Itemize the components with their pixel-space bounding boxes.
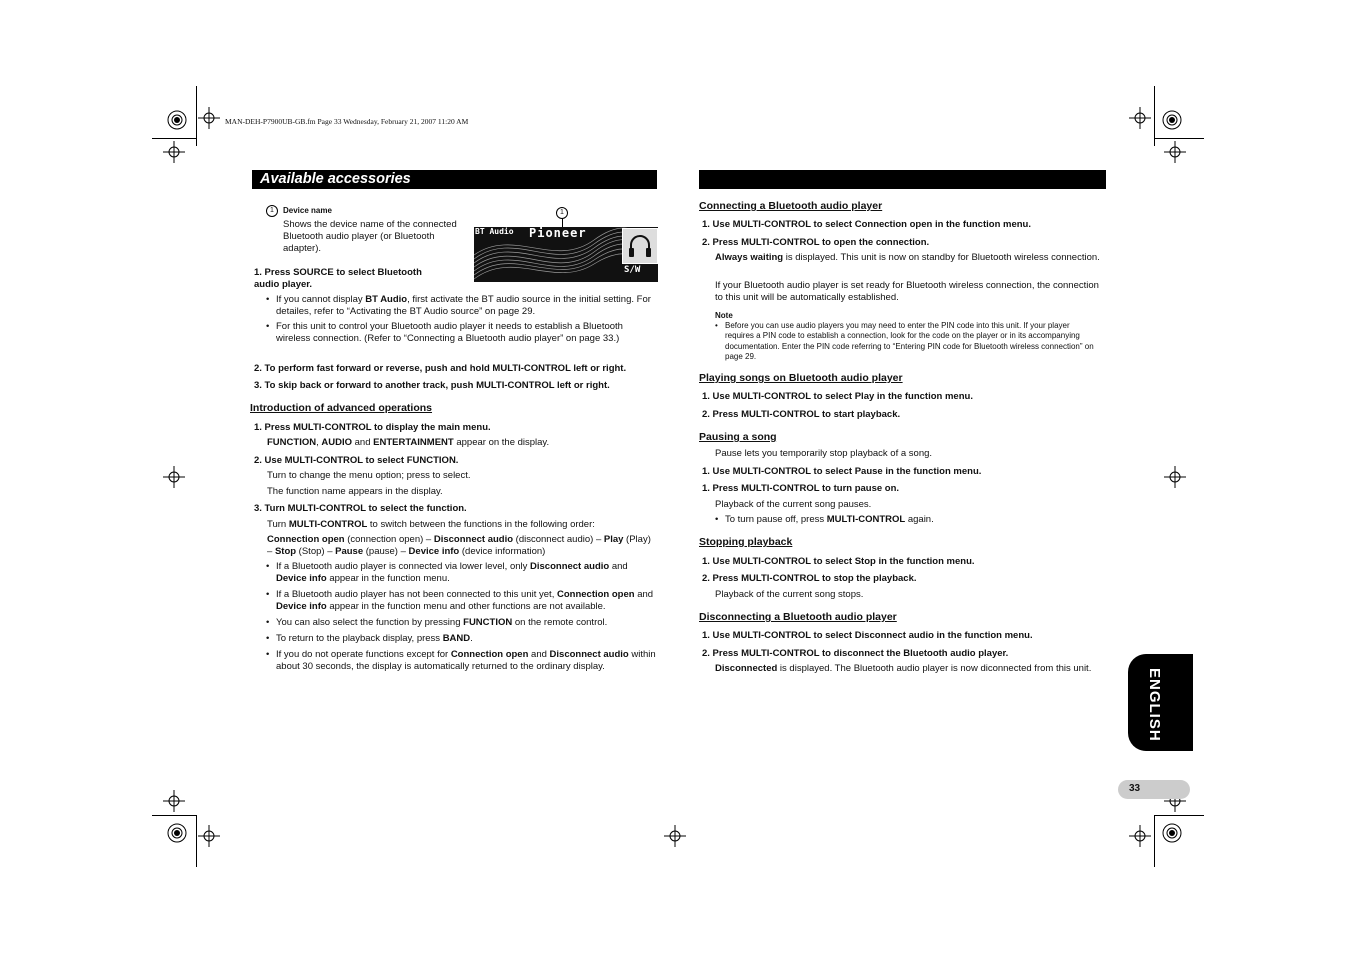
conn-heading: Connecting a Bluetooth audio player xyxy=(699,200,883,212)
note-list xyxy=(715,321,1095,362)
play-step-1: 1. Use MULTI-CONTROL to select Play in the function menu. xyxy=(702,391,973,402)
list-item: • For this unit to control your Bluetooth audio player it needs to establish a Bluetooth wireless connection. (Refer to “Connecting a Bluetooth audio player” on page 33.) xyxy=(266,321,656,345)
callout-marker-display: 1 xyxy=(556,207,568,219)
step-2: 2. To perform fast forward or reverse, push and hold MULTI-CONTROL left or right. xyxy=(254,363,627,374)
intro-step-3-desc: Turn MULTI-CONTROL to switch between the functions in the following order: xyxy=(267,519,595,530)
intro-step-2: 2. Use MULTI-CONTROL to select FUNCTION. xyxy=(254,455,459,466)
stop-step-2: 2. Press MULTI-CONTROL to stop the playback. xyxy=(702,573,917,584)
display-image xyxy=(474,227,658,282)
disc-desc: Disconnected is displayed. The Bluetooth audio player is now diconnected from this unit. xyxy=(715,663,1092,674)
conn-desc-2: If your Bluetooth audio player is set ready for Bluetooth wireless connection, the connection to this unit will be automatically established. xyxy=(715,280,1099,303)
play-heading: Playing songs on Bluetooth audio player xyxy=(699,372,903,384)
step-3: 3. To skip back or forward to another track, push MULTI-CONTROL left or right. xyxy=(254,380,610,391)
headphone-icon xyxy=(622,228,658,264)
step3-bullets xyxy=(266,561,656,673)
disc-step-1: 1. Use MULTI-CONTROL to select Disconnect audio in the function menu. xyxy=(702,630,1033,641)
intro-step-2-desc2: The function name appears in the display. xyxy=(267,486,443,497)
list-item: • To turn pause off, press MULTI-CONTROL again. xyxy=(715,514,1095,526)
list-item: • If a Bluetooth audio player is connected via lower level, only Disconnect audio and Device info appear in the function menu. xyxy=(266,561,656,585)
note-label: Note xyxy=(715,311,733,320)
page-number-tab xyxy=(1118,780,1190,799)
pause-bullets xyxy=(715,514,1095,526)
list-item: • If a Bluetooth audio player has not been connected to this unit yet, Connection open and Device info appear in the function menu and other functions are not available. xyxy=(266,589,656,613)
pause-step-1: 1. Use MULTI-CONTROL to select Pause in the function menu. xyxy=(702,466,982,477)
list-item: • If you do not operate functions except for Connection open and Disconnect audio within about 30 seconds, the display is automatically returned to the ordinary display. xyxy=(266,649,656,673)
display-source: BT Audio xyxy=(475,227,514,236)
language-label: ENGLISH xyxy=(1146,668,1163,742)
intro-step-2-desc1: Turn to change the menu option; press to select. xyxy=(267,470,471,481)
page-number: 33 xyxy=(1129,783,1141,794)
conn-step-1: 1. Use MULTI-CONTROL to select Connection open in the function menu. xyxy=(702,219,1031,230)
conn-step-2: 2. Press MULTI-CONTROL to open the connection. xyxy=(702,237,930,248)
section-title: Available accessories xyxy=(260,171,411,187)
language-tab xyxy=(1128,654,1193,751)
file-header: MAN-DEH-P7900UB-GB.fm Page 33 Wednesday, February 21, 2007 11:20 AM xyxy=(225,117,469,126)
right-title-bar xyxy=(699,170,1106,189)
display-device: Pioneer xyxy=(529,227,587,240)
function-order: Connection open (connection open) – Disconnect audio (disconnect audio) – Play (Play) – Stop (Stop) – Pause (pause) – Device info (device information) xyxy=(267,534,651,557)
stop-desc: Playback of the current song stops. xyxy=(715,589,864,600)
intro-heading: Introduction of advanced operations xyxy=(250,402,433,414)
intro-step-1-desc: FUNCTION, AUDIO and ENTERTAINMENT appear on the display. xyxy=(267,437,550,448)
disc-heading: Disconnecting a Bluetooth audio player xyxy=(699,611,897,623)
list-item: • You can also select the function by pressing FUNCTION on the remote control. xyxy=(266,617,656,629)
intro-step-1: 1. Press MULTI-CONTROL to display the main menu. xyxy=(254,422,491,433)
pause-heading: Pausing a song xyxy=(699,431,777,443)
pause-step-2: 1. Press MULTI-CONTROL to turn pause on. xyxy=(702,483,900,494)
pause-desc-2: Playback of the current song pauses. xyxy=(715,499,872,510)
play-step-2: 2. Press MULTI-CONTROL to start playback. xyxy=(702,409,901,420)
stop-heading: Stopping playback xyxy=(699,536,793,548)
step1-bullets xyxy=(266,294,656,345)
display-sw: S/W xyxy=(624,265,641,275)
callout-marker: 1 xyxy=(266,205,278,217)
conn-desc-1: Always waiting is displayed. This unit is now on standby for Bluetooth wireless connection. xyxy=(715,252,1100,263)
step-1: 1. Press SOURCE to select Bluetooth audio player. xyxy=(254,267,422,290)
list-item: • Before you can use audio players you may need to enter the PIN code into this unit. If your player requires a PIN code to establish a connection, look for the code on the player or in its accompanying documentation. Enter the PIN code referring to “Entering PIN code for Bluetooth wireless connection” on page 29. xyxy=(715,321,1095,362)
stop-step-1: 1. Use MULTI-CONTROL to select Stop in the function menu. xyxy=(702,556,975,567)
section-title-bar xyxy=(252,170,657,189)
list-item: • To return to the playback display, press BAND. xyxy=(266,633,656,645)
disc-step-2: 2. Press MULTI-CONTROL to disconnect the Bluetooth audio player. xyxy=(702,648,1009,659)
device-name-desc: Shows the device name of the connected Bluetooth audio player (or Bluetooth adapter). xyxy=(283,219,457,254)
pause-desc: Pause lets you temporarily stop playback of a song. xyxy=(715,448,933,459)
device-name-label: Device name xyxy=(283,206,332,215)
intro-step-3: 3. Turn MULTI-CONTROL to select the function. xyxy=(254,503,467,514)
list-item: • If you cannot display BT Audio, first activate the BT audio source in the initial setting. For detailes, refer to “Activating the BT Audio source” on page 29. xyxy=(266,294,656,318)
